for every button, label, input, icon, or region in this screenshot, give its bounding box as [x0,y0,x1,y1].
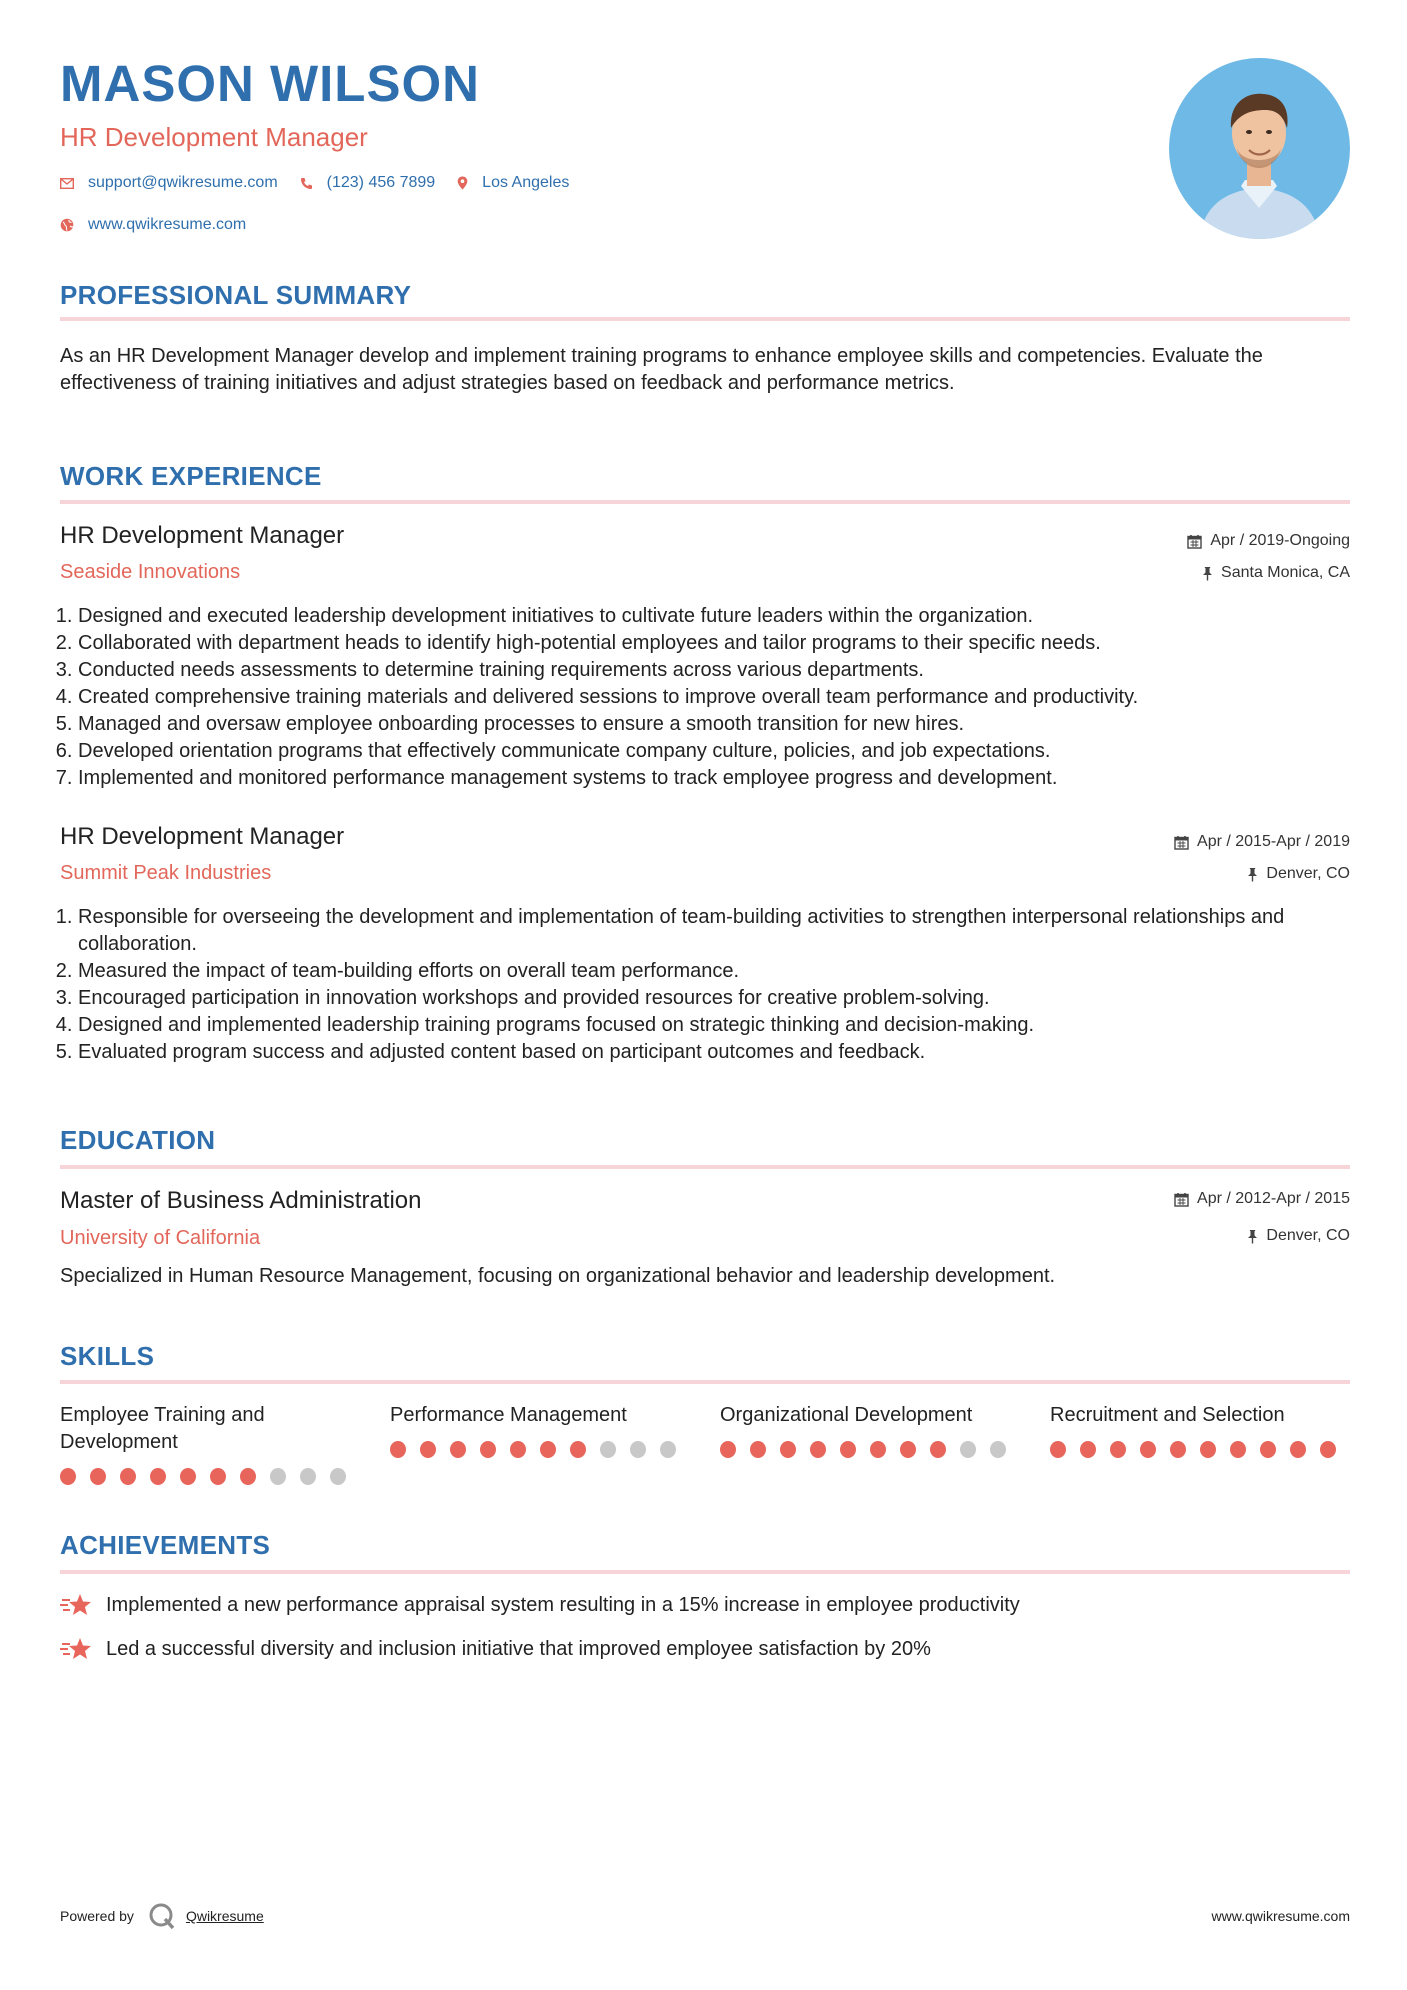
rating-dot-filled [480,1441,496,1458]
rating-dot-filled [510,1441,526,1458]
list-item: 4. Created comprehensive training materials and delivered sessions to improve overall team performance and productivity. [78,684,1368,711]
rating-dot-filled [1170,1441,1186,1458]
rating-dot-filled [930,1441,946,1458]
map-pin-icon [457,176,468,190]
achievement-item [60,1592,1020,1618]
contact-location [457,174,569,192]
rating-dot-empty [600,1441,616,1458]
rating-dot-empty [630,1441,646,1458]
globe-icon [60,218,74,232]
rating-dot-empty [990,1441,1006,1458]
rating-dot-filled [810,1441,826,1458]
pushpin-icon [1247,867,1258,882]
education-dates [1174,1190,1350,1208]
work-heading: WORK EXPERIENCE [60,461,322,491]
envelope-icon [60,178,74,189]
job-bullets [60,904,1368,1066]
rating-dot-filled [1260,1441,1276,1458]
footer-powered-by [60,1902,264,1930]
dates-text: Apr / 2019-Ongoing [1210,532,1350,549]
location-text: Denver, CO [1266,1227,1350,1244]
section-divider [60,317,1350,321]
rating-dot-empty [660,1441,676,1458]
candidate-role: HR Development Manager [60,122,368,152]
calendar-icon [1187,534,1202,549]
resume-page [60,0,1350,1990]
pushpin-icon [1247,1229,1258,1244]
education-heading: EDUCATION [60,1125,216,1155]
star-icon [60,1636,92,1662]
contact-phone[interactable] [300,174,436,192]
achievement-text: Implemented a new performance appraisal system resulting in a 15% increase in employee productivity [106,1593,1020,1616]
avatar-illustration [1169,58,1350,239]
contact-email[interactable] [60,174,278,192]
job-location [1202,564,1350,582]
rating-dot-filled [450,1441,466,1458]
location-text: Denver, CO [1266,865,1350,882]
location-text: Los Angeles [482,174,570,191]
section-divider [60,500,1350,504]
qwikresume-logo-icon [148,1902,176,1930]
contact-website[interactable] [60,216,246,234]
contact-row-web [60,216,268,234]
powered-by-label: Powered by [60,1908,134,1924]
job-title: HR Development Manager [60,522,345,549]
job-bullets [60,603,1368,792]
dates-text: Apr / 2015-Apr / 2019 [1197,833,1350,850]
summary-heading: PROFESSIONAL SUMMARY [60,280,412,310]
skill-name: Employee Training and Development [60,1404,265,1453]
star-icon [60,1592,92,1618]
list-item: 2. Collaborated with department heads to identify high-potential employees and tailor programs to their specific needs. [78,630,1368,657]
skill-name: Organizational Development [720,1404,973,1426]
rating-dot-filled [180,1468,196,1485]
skill-name: Performance Management [390,1404,627,1426]
rating-dot-filled [780,1441,796,1458]
website-text: www.qwikresume.com [88,216,247,233]
rating-dot-filled [1140,1441,1156,1458]
skill-item [390,1402,690,1458]
job-company: Seaside Innovations [60,561,241,583]
achievements-heading: ACHIEVEMENTS [60,1530,271,1560]
job-dates [1174,833,1350,851]
skill-item [720,1402,1020,1458]
education-text: Specialized in Human Resource Management, focusing on organizational behavior and leadership development. [60,1265,1056,1287]
rating-dot-filled [90,1468,106,1485]
list-item: 3. Conducted needs assessments to determine training requirements across various departments. [78,657,1368,684]
rating-dot-filled [1320,1441,1336,1458]
list-item: 5. Managed and oversaw employee onboarding processes to ensure a smooth transition for new hires. [78,711,1368,738]
achievement-text: Led a successful diversity and inclusion initiative that improved employee satisfaction by 20% [106,1637,931,1660]
job-title: HR Development Manager [60,823,345,850]
calendar-icon [1174,1192,1189,1207]
skill-name: Recruitment and Selection [1050,1404,1285,1426]
rating-dot-filled [570,1441,586,1458]
school-name: University of California [60,1227,261,1249]
rating-dot-filled [840,1441,856,1458]
dates-text: Apr / 2012-Apr / 2015 [1197,1190,1350,1207]
rating-dot-filled [1080,1441,1096,1458]
section-divider [60,1570,1350,1574]
phone-icon [300,177,313,190]
skill-item [1050,1402,1350,1458]
rating-dot-filled [1110,1441,1126,1458]
phone-text: (123) 456 7899 [326,174,436,191]
candidate-name: MASON WILSON [60,55,480,112]
section-divider [60,1165,1350,1169]
rating-dot-filled [1230,1441,1246,1458]
list-item: 1. Designed and executed leadership development initiatives to cultivate future leaders within the organization. [78,603,1368,630]
profile-photo [1169,58,1350,239]
email-text: support@qwikresume.com [88,174,278,191]
skill-rating [390,1441,690,1458]
rating-dot-empty [330,1468,346,1485]
skills-heading: SKILLS [60,1341,155,1371]
rating-dot-filled [870,1441,886,1458]
footer-website[interactable]: www.qwikresume.com [1211,1908,1350,1924]
pushpin-icon [1202,566,1213,581]
rating-dot-filled [720,1441,736,1458]
skill-rating [60,1468,360,1485]
rating-dot-filled [420,1441,436,1458]
rating-dot-filled [390,1441,406,1458]
education-location [1247,1227,1350,1245]
rating-dot-filled [60,1468,76,1485]
list-item: 1. Responsible for overseeing the development and implementation of team-building activities to strengthen interpersonal relationships and collaboration. [78,904,1368,958]
rating-dot-empty [300,1468,316,1485]
rating-dot-filled [540,1441,556,1458]
brand-link[interactable]: Qwikresume [185,1908,264,1924]
contact-row [60,174,591,192]
rating-dot-filled [750,1441,766,1458]
rating-dot-filled [1290,1441,1306,1458]
location-text: Santa Monica, CA [1221,564,1350,581]
rating-dot-filled [120,1468,136,1485]
rating-dot-filled [900,1441,916,1458]
skill-rating [720,1441,1020,1458]
skill-item [60,1402,360,1485]
skill-rating [1050,1441,1350,1458]
section-divider [60,1380,1350,1384]
rating-dot-filled [240,1468,256,1485]
list-item: 6. Developed orientation programs that effectively communicate company culture, policies, and job expectations. [78,738,1368,765]
achievement-item [60,1636,931,1662]
calendar-icon [1174,835,1189,850]
rating-dot-empty [270,1468,286,1485]
list-item: 4. Designed and implemented leadership training programs focused on strategic thinking and decision-making. [78,1012,1368,1039]
rating-dot-filled [1050,1441,1066,1458]
list-item: 5. Evaluated program success and adjusted content based on participant outcomes and feedback. [78,1039,1368,1066]
list-item: 2. Measured the impact of team-building efforts on overall team performance. [78,958,1368,985]
degree-title: Master of Business Administration [60,1187,422,1214]
rating-dot-filled [1200,1441,1216,1458]
rating-dot-filled [150,1468,166,1485]
job-location [1247,865,1350,883]
rating-dot-empty [960,1441,976,1458]
list-item: 3. Encouraged participation in innovation workshops and provided resources for creative problem-solving. [78,985,1368,1012]
list-item: 7. Implemented and monitored performance management systems to track employee progress and development. [78,765,1368,792]
summary-text: As an HR Development Manager develop and implement training programs to enhance employee skills and competencies. Evaluate the effectiveness of training initiatives and adjust strategies based on feedback and performance metrics. [60,345,1263,394]
job-dates [1187,532,1350,550]
rating-dot-filled [210,1468,226,1485]
job-company: Summit Peak Industries [60,862,272,884]
